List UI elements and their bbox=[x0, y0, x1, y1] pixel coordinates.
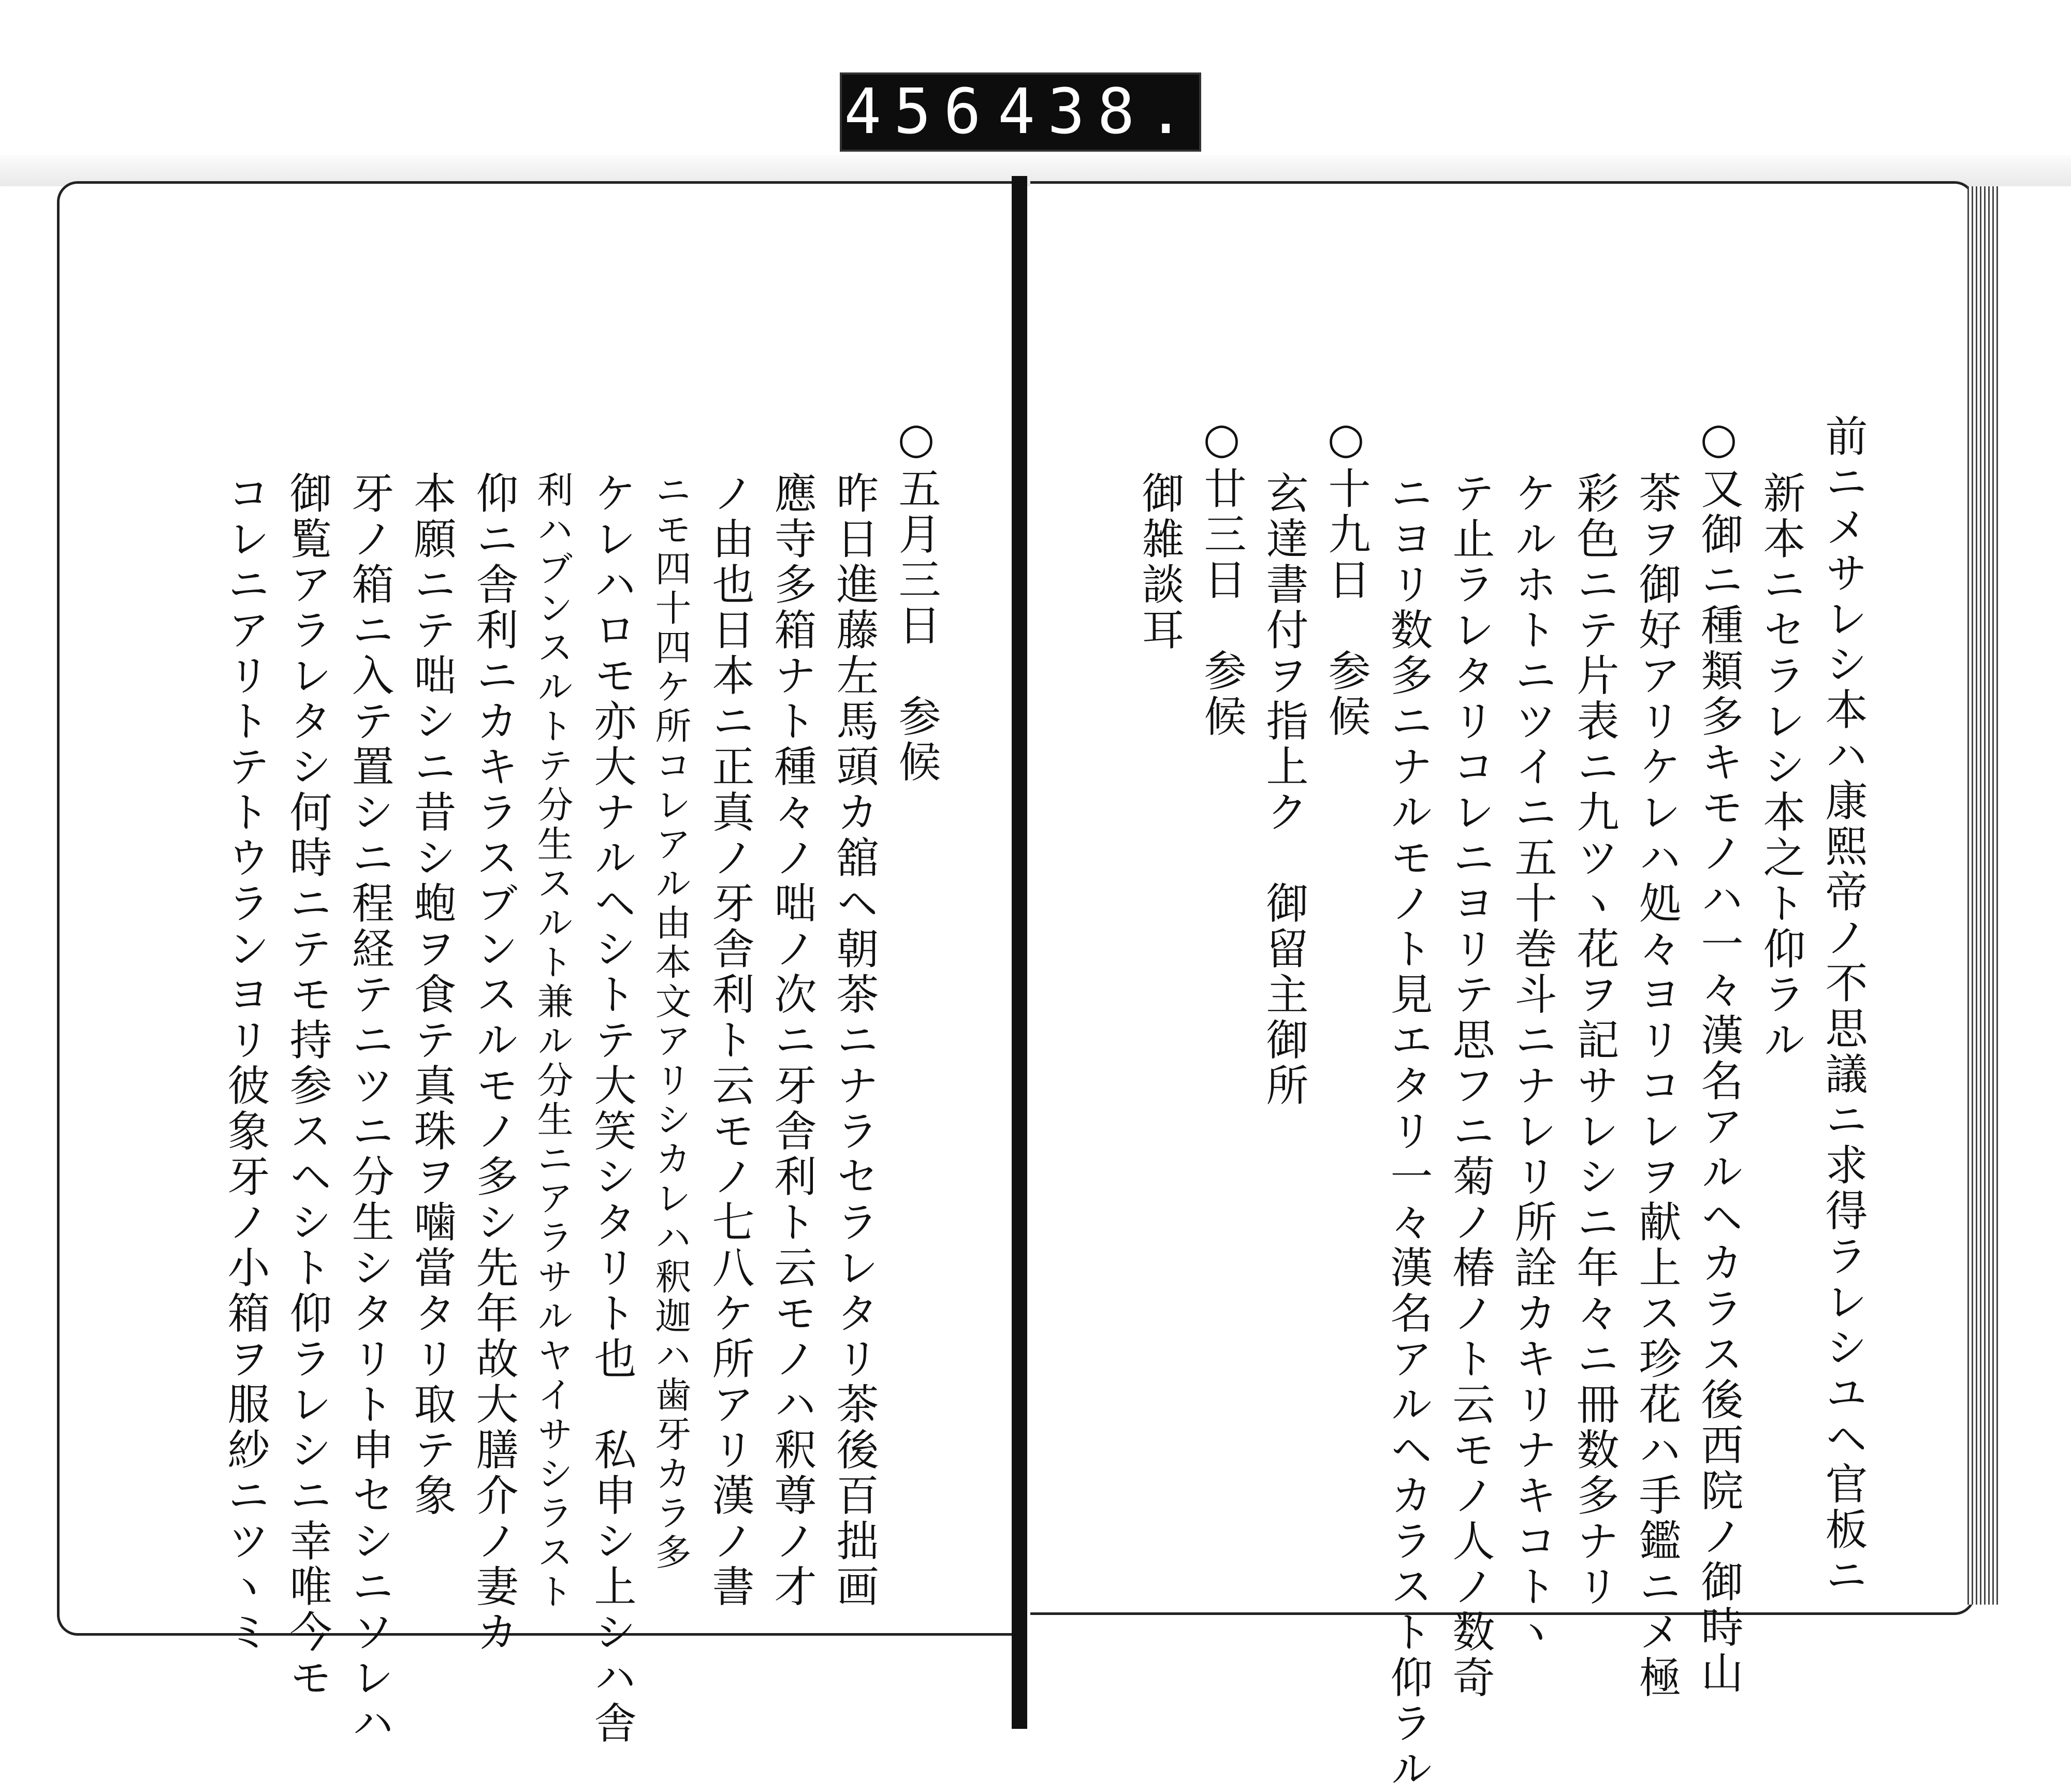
text-column: 御雑談耳 bbox=[1135, 471, 1184, 653]
text-column: テ止ラレタリコレニヨリテ思フニ菊ノ椿ノト云モノ人ノ数奇 bbox=[1446, 471, 1495, 1701]
text-column: ○又御ニ種類多キモノハ一々漢名アルヘカラス後西院ノ御時山 bbox=[1694, 414, 1743, 1696]
text-column: 仰ニ舎利ニカキラスブンスルモノ多シ先年故大膳介ノ妻カ bbox=[469, 471, 518, 1655]
text-column: ケルホトニツイニ五十巻斗ニナレリ所詮カキリナキコトヽ bbox=[1508, 471, 1557, 1655]
archive-number-right: 438. bbox=[997, 76, 1197, 148]
book-spine bbox=[1012, 176, 1027, 1729]
text-column: ニモ四十四ケ所コレアル由本文アリシカレハ釈迦ハ歯牙カラ多 bbox=[649, 471, 692, 1573]
text-column: 本願ニテ咄シニ昔シ蚫ヲ食テ真珠ヲ噛當タリ取テ象 bbox=[407, 471, 456, 1519]
text-column: 昨日進藤左馬頭カ舘ヘ朝茶ニナラセラレタリ茶後百拙画 bbox=[829, 471, 879, 1610]
text-column: 牙ノ箱ニ入テ置シニ程経テニツニ分生シタリト申セシニソレハ bbox=[345, 471, 394, 1746]
text-column: ニヨリ数多ニナルモノト見エタリ一々漢名アルヘカラスト仰ラル bbox=[1383, 471, 1433, 1792]
archive-number-left: 456 bbox=[844, 76, 994, 148]
text-column: 前ニメサレシ本ハ康熙帝ノ不思議ニ求得ラレシユヘ官板ニ bbox=[1818, 414, 1868, 1598]
right-page-text bbox=[1056, 414, 1868, 1792]
text-column: ノ由也日本ニ正真ノ牙舎利ト云モノ七八ケ所アリ漢ノ書 bbox=[705, 471, 754, 1610]
text-column: 茶ヲ御好アリケレハ処々ヨリコレヲ献上ス珍花ハ手鑑ニメ極 bbox=[1632, 471, 1681, 1701]
text-column: 彩色ニテ片表ニ九ツヽ花ヲ記サレシニ年々ニ冊数多ナリ bbox=[1570, 471, 1619, 1610]
text-column: コレニアリトテトウランヨリ彼象牙ノ小箱ヲ服紗ニツヽミ bbox=[221, 471, 270, 1655]
text-column: 利ハブンスルトテ分生スルト兼ル分生ニアラサルヤイサシラスト bbox=[531, 471, 574, 1612]
page-edge bbox=[1967, 186, 1999, 1605]
text-column: 應寺多箱ナト種々ノ咄ノ次ニ牙舎利ト云モノハ釈尊ノ才 bbox=[767, 471, 816, 1610]
left-page-text bbox=[129, 414, 941, 1746]
text-column: 御覧アラレタシ何時ニテモ持参スヘシト仰ラレシニ幸唯今モ bbox=[283, 471, 332, 1701]
archive-number-label bbox=[840, 72, 1201, 152]
text-column: ○廿三日 参候 bbox=[1197, 414, 1246, 740]
text-column: ケレハロモ亦大ナルヘシトテ大笑シタリト也 私申シ上シハ舎 bbox=[587, 471, 636, 1746]
text-column: ○十九日 参候 bbox=[1321, 414, 1370, 740]
text-column: 玄達書付ヲ指上ク 御留主御所 bbox=[1259, 471, 1308, 1109]
text-column: 新本ニセラレシ本之ト仰ラル bbox=[1756, 471, 1805, 1063]
text-column: ○五月三日 参候 bbox=[892, 414, 941, 785]
